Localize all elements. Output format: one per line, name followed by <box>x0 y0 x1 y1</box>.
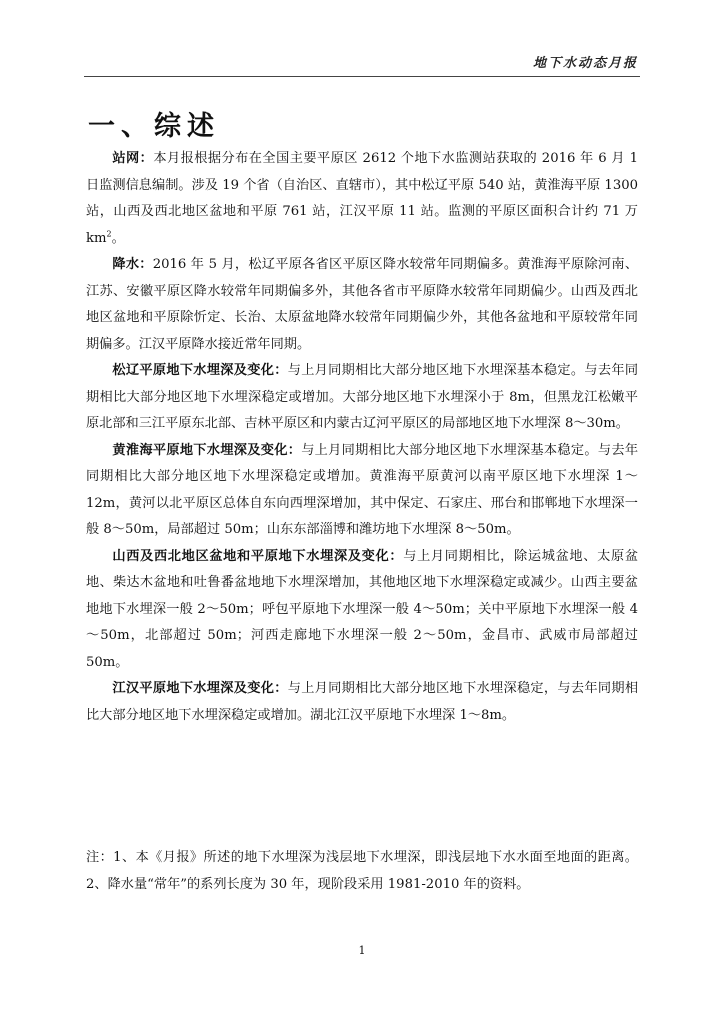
section-heading: 一、综述 <box>88 111 220 142</box>
paragraph-text: 与上月同期相比大部分地区地下水埋深基本稳定。与去年同期相比大部分地区地下水埋深稳定或增加。黄淮海平原黄河以南平原区地下水埋深 1～12m，黄河以北平原区总体自东向西埋深增加，其中保定、石家庄、邢台和邯郸地下水埋深一般 8～50m，局部超过 50m；山东东部淄博和潍坊地下水埋深 8～50m。 <box>86 442 639 537</box>
paragraph-text: 本月报根据分布在全国主要平原区 2612 个地下水监测站获取的 2016 年 6 月 1 日监测信息编制。涉及 19 个省（自治区、直辖市），其中松辽平原 540 站，黄淮海平原 1300 站，山西及西北地区盆地和平原 761 站，江汉平原 11 站。监测的平原区面积合计约 71 万 km <box>86 151 638 246</box>
paragraph-jianghan <box>86 676 638 729</box>
paragraph-text: 与上月同期相比大部分地区地下水埋深稳定，与去年同期相比大部分地区地下水埋深稳定或增加。湖北江汉平原地下水埋深 1～8m。 <box>86 681 639 723</box>
paragraph-lead: 松辽平原地下水埋深及变化： <box>112 363 288 378</box>
paragraph-lead: 降水： <box>112 257 153 272</box>
report-body <box>86 146 638 729</box>
paragraph-text: 2016 年 5 月，松辽平原各省区平原区降水较常年同期偏多。黄淮海平原除河南、江苏、安徽平原区降水较常年同期偏多外，其他各省市平原降水较常年同期偏少。山西及西北地区盆地和平原除忻定、长治、太原盆地降水较常年同期偏少外，其他各盆地和平原较常年同期偏多。江汉平原降水接近常年同期。 <box>86 257 639 352</box>
paragraph-songliao <box>86 358 638 438</box>
paragraph-precipitation <box>86 252 638 358</box>
paragraph-lead: 站网： <box>112 151 154 166</box>
page-number: 1 <box>358 944 366 957</box>
superscript-exponent: 2 <box>106 229 112 239</box>
paragraph-huanghuaihai <box>86 438 638 544</box>
paragraph-tail: 。 <box>111 230 125 246</box>
header-divider <box>84 76 640 77</box>
footnote: 注：1、本《月报》所述的地下水埋深为浅层地下水埋深，即浅层地下水水面至地面的距离。 2、降水量“常年”的系列长度为 30 年，现阶段采用 1981-2010 年的资料。 <box>86 850 638 892</box>
paragraph-lead: 江汉平原地下水埋深及变化： <box>112 681 288 696</box>
paragraph-lead: 山西及西北地区盆地和平原地下水埋深及变化： <box>112 548 404 564</box>
report-header-title: 地下水动态月报 <box>532 56 638 71</box>
paragraph-text: 与上月同期相比，除运城盆地、太原盆地、柴达木盆地和吐鲁番盆地地下水埋深增加，其他地区地下水埋深稳定或减少。山西主要盆地地下水埋深一般 2～50m；呼包平原地下水埋深一般 4～50m；关中平原地下水埋深一般 4～50m，北部超过 50m；河西走廊地下水埋深一般 2～50m，金昌市、武威市局部超过 50m。 <box>86 548 639 670</box>
paragraph-station-network <box>86 146 638 252</box>
paragraph-text: 与上月同期相比大部分地区地下水埋深基本稳定。与去年同期相比大部分地区地下水埋深稳定或增加。大部分地区地下水埋深小于 8m，但黑龙江松嫩平原北部和三江平原东北部、吉林平原区和内蒙古辽河平原区的局部地区地下水埋深 8～30m。 <box>86 363 639 431</box>
paragraph-lead: 黄淮海平原地下水埋深及变化： <box>112 442 302 458</box>
paragraph-shanxi-northwest <box>86 544 638 677</box>
